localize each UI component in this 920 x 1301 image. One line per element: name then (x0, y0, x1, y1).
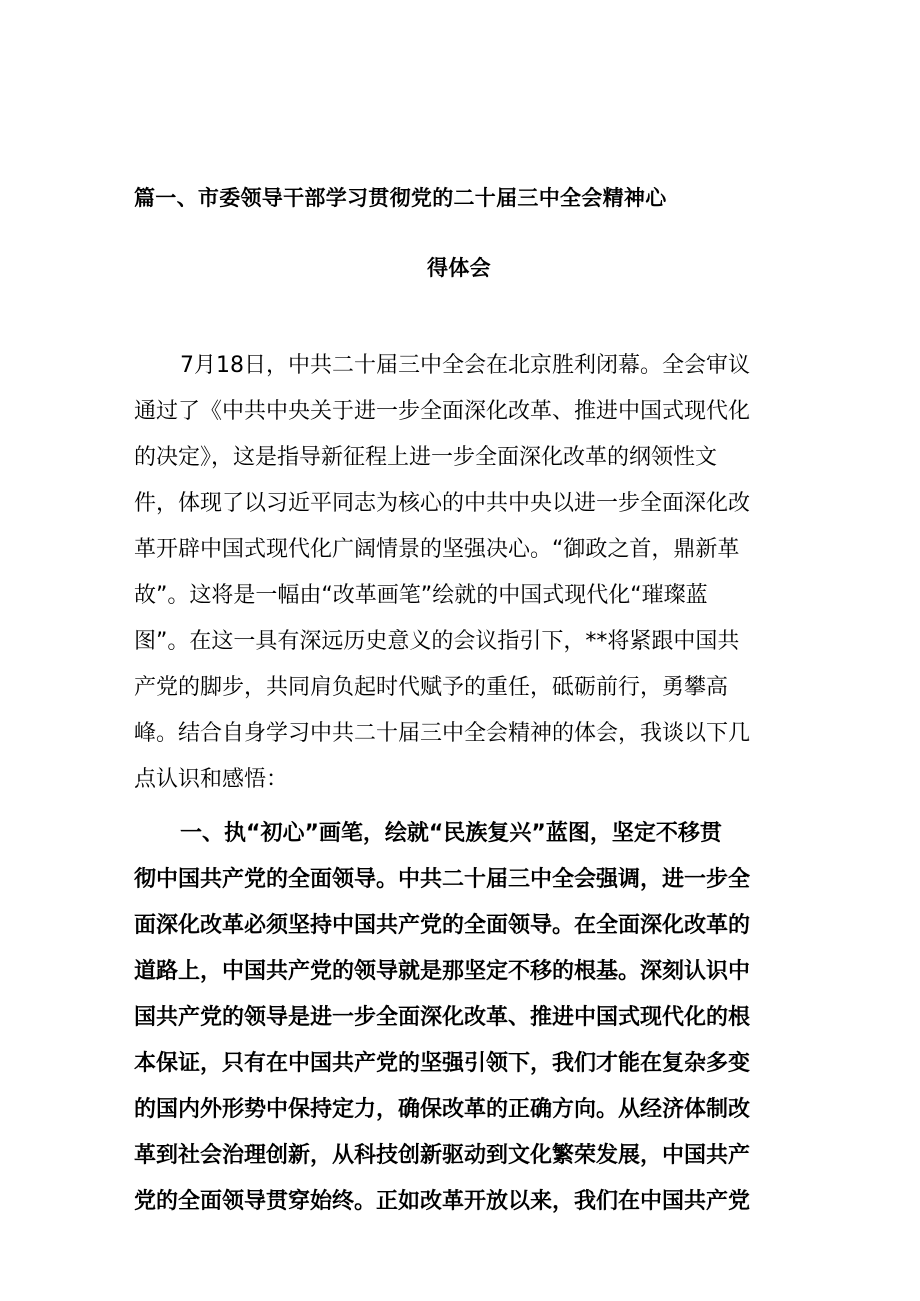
document-title-line-2: 得体会 (427, 256, 491, 280)
section-1-line: 本保证，只有在中国共产党的坚强引领下，我们才能在复杂多变 (134, 1051, 751, 1076)
document-title-line-1: 篇一、市委领导干部学习贯彻党的二十届三中全会精神心 (134, 186, 667, 210)
section-1-line: 彻中国共产党的全面领导。中共二十届三中全会强调，进一步全 (134, 867, 751, 892)
section-1-line: 的国内外形势中保持定力，确保改革的正确方向。从经济体制改 (134, 1097, 751, 1122)
intro-line: 峰。结合自身学习中共二十届三中全会精神的体会，我谈以下几 (134, 721, 751, 746)
section-1-line: 革到社会治理创新，从科技创新驱动到文化繁荣发展，中国共产 (134, 1143, 751, 1168)
section-1-line: 党的全面领导贯穿始终。正如改革开放以来，我们在中国共产党 (134, 1189, 751, 1214)
intro-line: 革开辟中国式现代化广阔情景的坚强决心。“御政之首，鼎新革 (134, 537, 740, 562)
intro-line: 的决定》，这是指导新征程上进一步全面深化改革的纲领性文 (134, 445, 718, 470)
intro-line: 7月18日，中共二十届三中全会在北京胜利闭幕。全会审议 (180, 353, 750, 378)
intro-paragraph (134, 343, 794, 803)
section-1-line: 一、执“初心”画笔，绘就“民族复兴”蓝图，坚定不移贯 (180, 821, 722, 846)
intro-line: 通过了《中共中央关于进一步全面深化改革、推进中国式现代化 (134, 399, 751, 424)
intro-line: 故”。这将是一幅由“改革画笔”绘就的中国式现代化“璀璨蓝 (134, 583, 708, 608)
intro-line: 点认识和感悟： (134, 767, 289, 792)
section-1-paragraph (134, 811, 794, 1225)
intro-line: 件，体现了以习近平同志为核心的中共中央以进一步全面深化改 (134, 491, 751, 516)
section-1-line: 面深化改革必须坚持中国共产党的全面领导。在全面深化改革的 (134, 913, 751, 938)
intro-line: 产党的脚步，共同肩负起时代赋予的重任，砥砺前行，勇攀高 (134, 675, 729, 700)
intro-line: 图”。在这一具有深远历史意义的会议指引下，**将紧跟中国共 (134, 629, 740, 654)
section-1-line: 道路上，中国共产党的领导就是那坚定不移的根基。深刻认识中 (134, 959, 751, 984)
section-1-line: 国共产党的领导是进一步全面深化改革、推进中国式现代化的根 (134, 1005, 751, 1030)
